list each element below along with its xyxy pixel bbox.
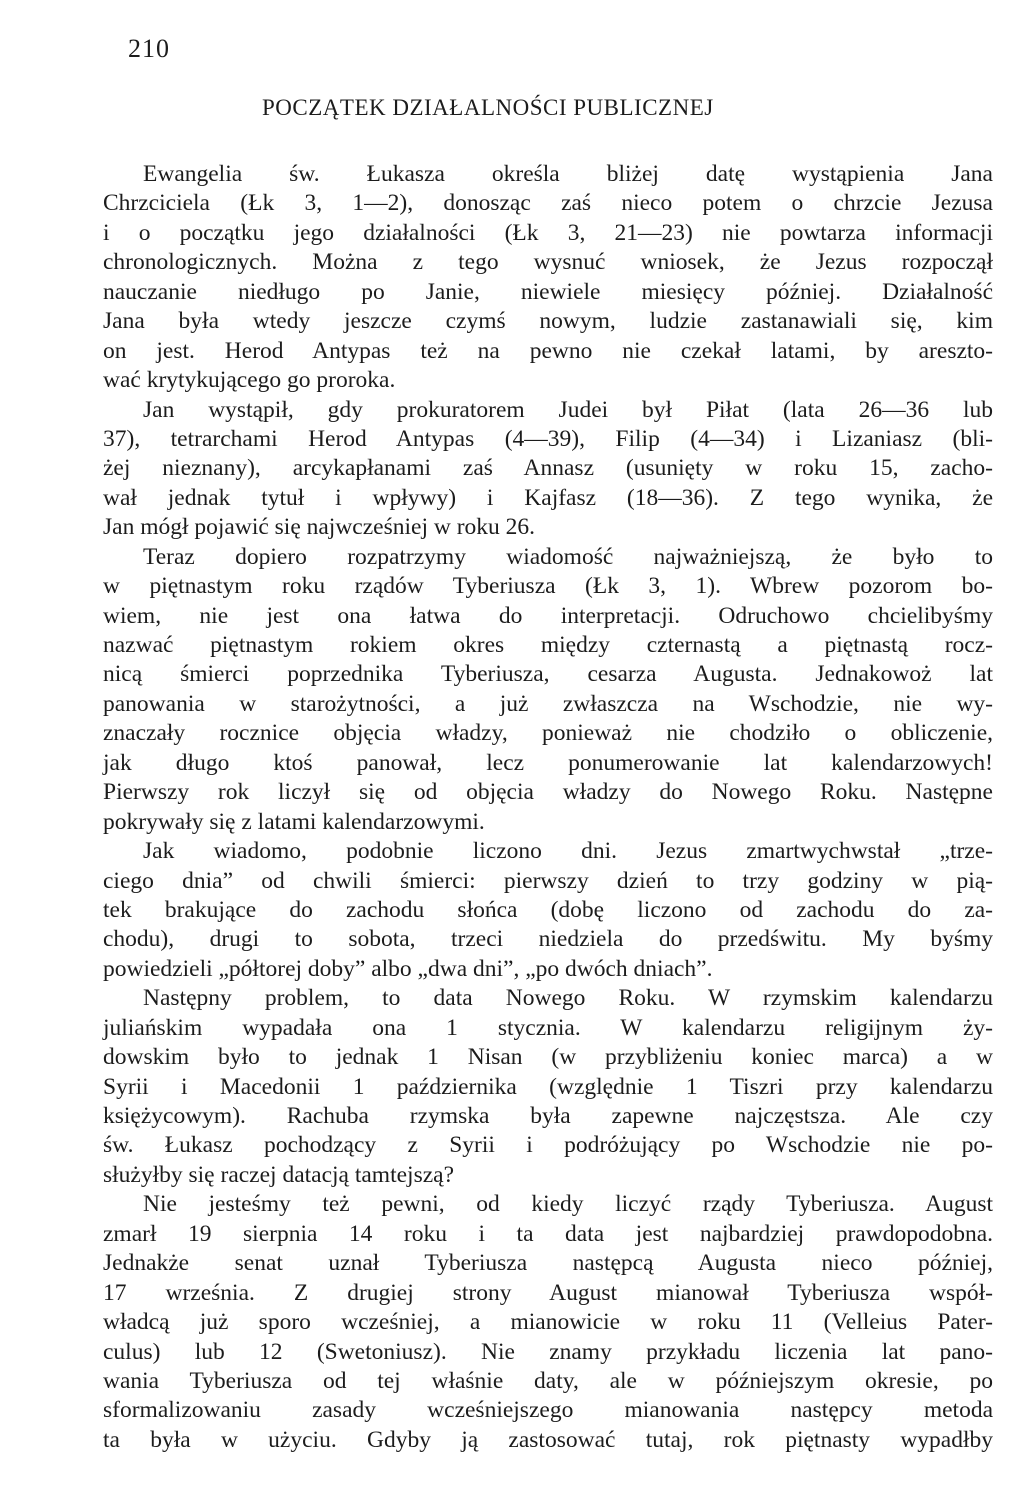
text-line: władcą już sporo wcześniej, a mianowicie w roku 11 (Velleius Pater- xyxy=(103,1309,993,1336)
text-line: zmarł 19 sierpnia 14 roku i ta data jest najbardziej prawdopodobna. xyxy=(103,1220,993,1247)
text-line: on jest. Herod Antypas też na pewno nie czekał latami, by areszto- xyxy=(103,337,993,364)
text-line: wiem, nie jest ona łatwa do interpretacji. Odruchowo chcielibyśmy xyxy=(103,602,993,629)
text-line: nazwać piętnastym rokiem okres między czternastą a piętnastą rocz- xyxy=(103,632,993,658)
text-line: wania Tyberiusza od tej właśnie daty, ale w późniejszym okresie, po xyxy=(103,1367,993,1394)
body-text xyxy=(103,160,993,1455)
text-line: i o początku jego działalności (Łk 3, 21—23) nie powtarza informacji xyxy=(103,219,993,246)
text-line: żej nieznany), arcykapłanami zaś Annasz (usunięty w roku 15, zacho- xyxy=(103,455,993,482)
text-line: znaczały rocznice objęcia władzy, ponieważ nie chodziło o obliczenie, xyxy=(103,720,993,747)
text-line: wać krytykującego go proroka. xyxy=(103,367,396,394)
text-line: wał jednak tytuł i wpływy) i Kajfasz (18—36). Z tego wynika, że xyxy=(103,484,993,511)
text-line: pokrywały się z latami kalendarzowymi. xyxy=(103,808,485,835)
text-line: culus) lub 12 (Swetoniusz). Nie znamy przykładu liczenia lat pano- xyxy=(103,1338,993,1365)
running-head: POCZĄTEK DZIAŁALNOŚCI PUBLICZNEJ xyxy=(262,95,714,120)
text-line: chronologicznych. Można z tego wysnuć wniosek, że Jezus rozpoczął xyxy=(103,249,993,276)
text-line: nauczanie niedługo po Janie, niewiele miesięcy później. Działalność xyxy=(103,278,993,305)
page-number: 210 xyxy=(128,34,170,63)
text-line: św. Łukasz pochodzący z Syrii i podróżujący po Wschodzie nie po- xyxy=(103,1132,993,1159)
text-line: juliańskim wypadała ona 1 stycznia. W kalendarzu religijnym ży- xyxy=(103,1014,993,1041)
text-line: tek brakujące do zachodu słońca (dobę liczono od zachodu do za- xyxy=(103,896,993,923)
text-line: księżycowym). Rachuba rzymska była zapewne najczęstsza. Ale czy xyxy=(103,1103,993,1129)
text-line: Następny problem, to data Nowego Roku. W rzymskim kalendarzu xyxy=(143,985,993,1012)
text-line: Chrzciciela (Łk 3, 1—2), donosząc zaś nieco potem o chrzcie Jezusa xyxy=(103,190,993,217)
text-line: nicą śmierci poprzednika Tyberiusza, cesarza Augusta. Jednakowoż lat xyxy=(103,661,993,688)
text-line: Syrii i Macedonii 1 października (względnie 1 Tiszri przy kalendarzu xyxy=(103,1073,993,1100)
text-line: powiedzieli „półtorej doby” albo „dwa dni”, „po dwóch dniach”. xyxy=(103,955,713,982)
text-line: sformalizowaniu zasady wcześniejszego mianowania następcy metoda xyxy=(103,1397,993,1424)
text-line: Jan mógł pojawić się najwcześniej w roku 26. xyxy=(103,514,536,541)
text-line: ta była w użyciu. Gdyby ją zastosować tutaj, rok piętnasty wypadłby xyxy=(103,1426,993,1453)
text-line: panowania w starożytności, a już zwłaszcza na Wschodzie, nie wy- xyxy=(103,690,993,717)
text-line: Jak wiadomo, podobnie liczono dni. Jezus zmartwychwstał „trze- xyxy=(143,838,993,865)
text-line: Teraz dopiero rozpatrzymy wiadomość najważniejszą, że było to xyxy=(143,543,993,570)
text-line: ciego dnia” od chwili śmierci: pierwszy dzień to trzy godziny w pią- xyxy=(103,867,993,894)
text-line: Pierwszy rok liczył się od objęcia władzy do Nowego Roku. Następne xyxy=(103,779,993,806)
text-line: jak długo ktoś panował, lecz ponumerowanie lat kalendarzowych! xyxy=(103,749,993,776)
text-line: chodu), drugi to sobota, trzeci niedziela do przedświtu. My byśmy xyxy=(103,926,993,953)
text-line: Ewangelia św. Łukasza określa bliżej datę wystąpienia Jana xyxy=(143,161,993,187)
text-line: 37), tetrarchami Herod Antypas (4—39), Filip (4—34) i Lizaniasz (bli- xyxy=(103,425,993,452)
text-line: w piętnastym roku rządów Tyberiusza (Łk 3, 1). Wbrew pozorom bo- xyxy=(103,573,993,600)
text-line: Jana była wtedy jeszcze czymś nowym, ludzie zastanawiali się, kim xyxy=(103,308,993,335)
text-line: służyłby się raczej datacją tamtejszą? xyxy=(103,1161,455,1188)
text-line: 17 września. Z drugiej strony August mianował Tyberiusza współ- xyxy=(103,1279,993,1306)
text-line: Jednakże senat uznał Tyberiusza następcą Augusta nieco później, xyxy=(103,1250,993,1277)
text-line: Jan wystąpił, gdy prokuratorem Judei był Piłat (lata 26—36 lub xyxy=(143,396,993,423)
text-line: dowskim było to jednak 1 Nisan (w przybliżeniu koniec marca) a w xyxy=(103,1044,993,1071)
text-line: Nie jesteśmy też pewni, od kiedy liczyć rządy Tyberiusza. August xyxy=(143,1191,993,1218)
